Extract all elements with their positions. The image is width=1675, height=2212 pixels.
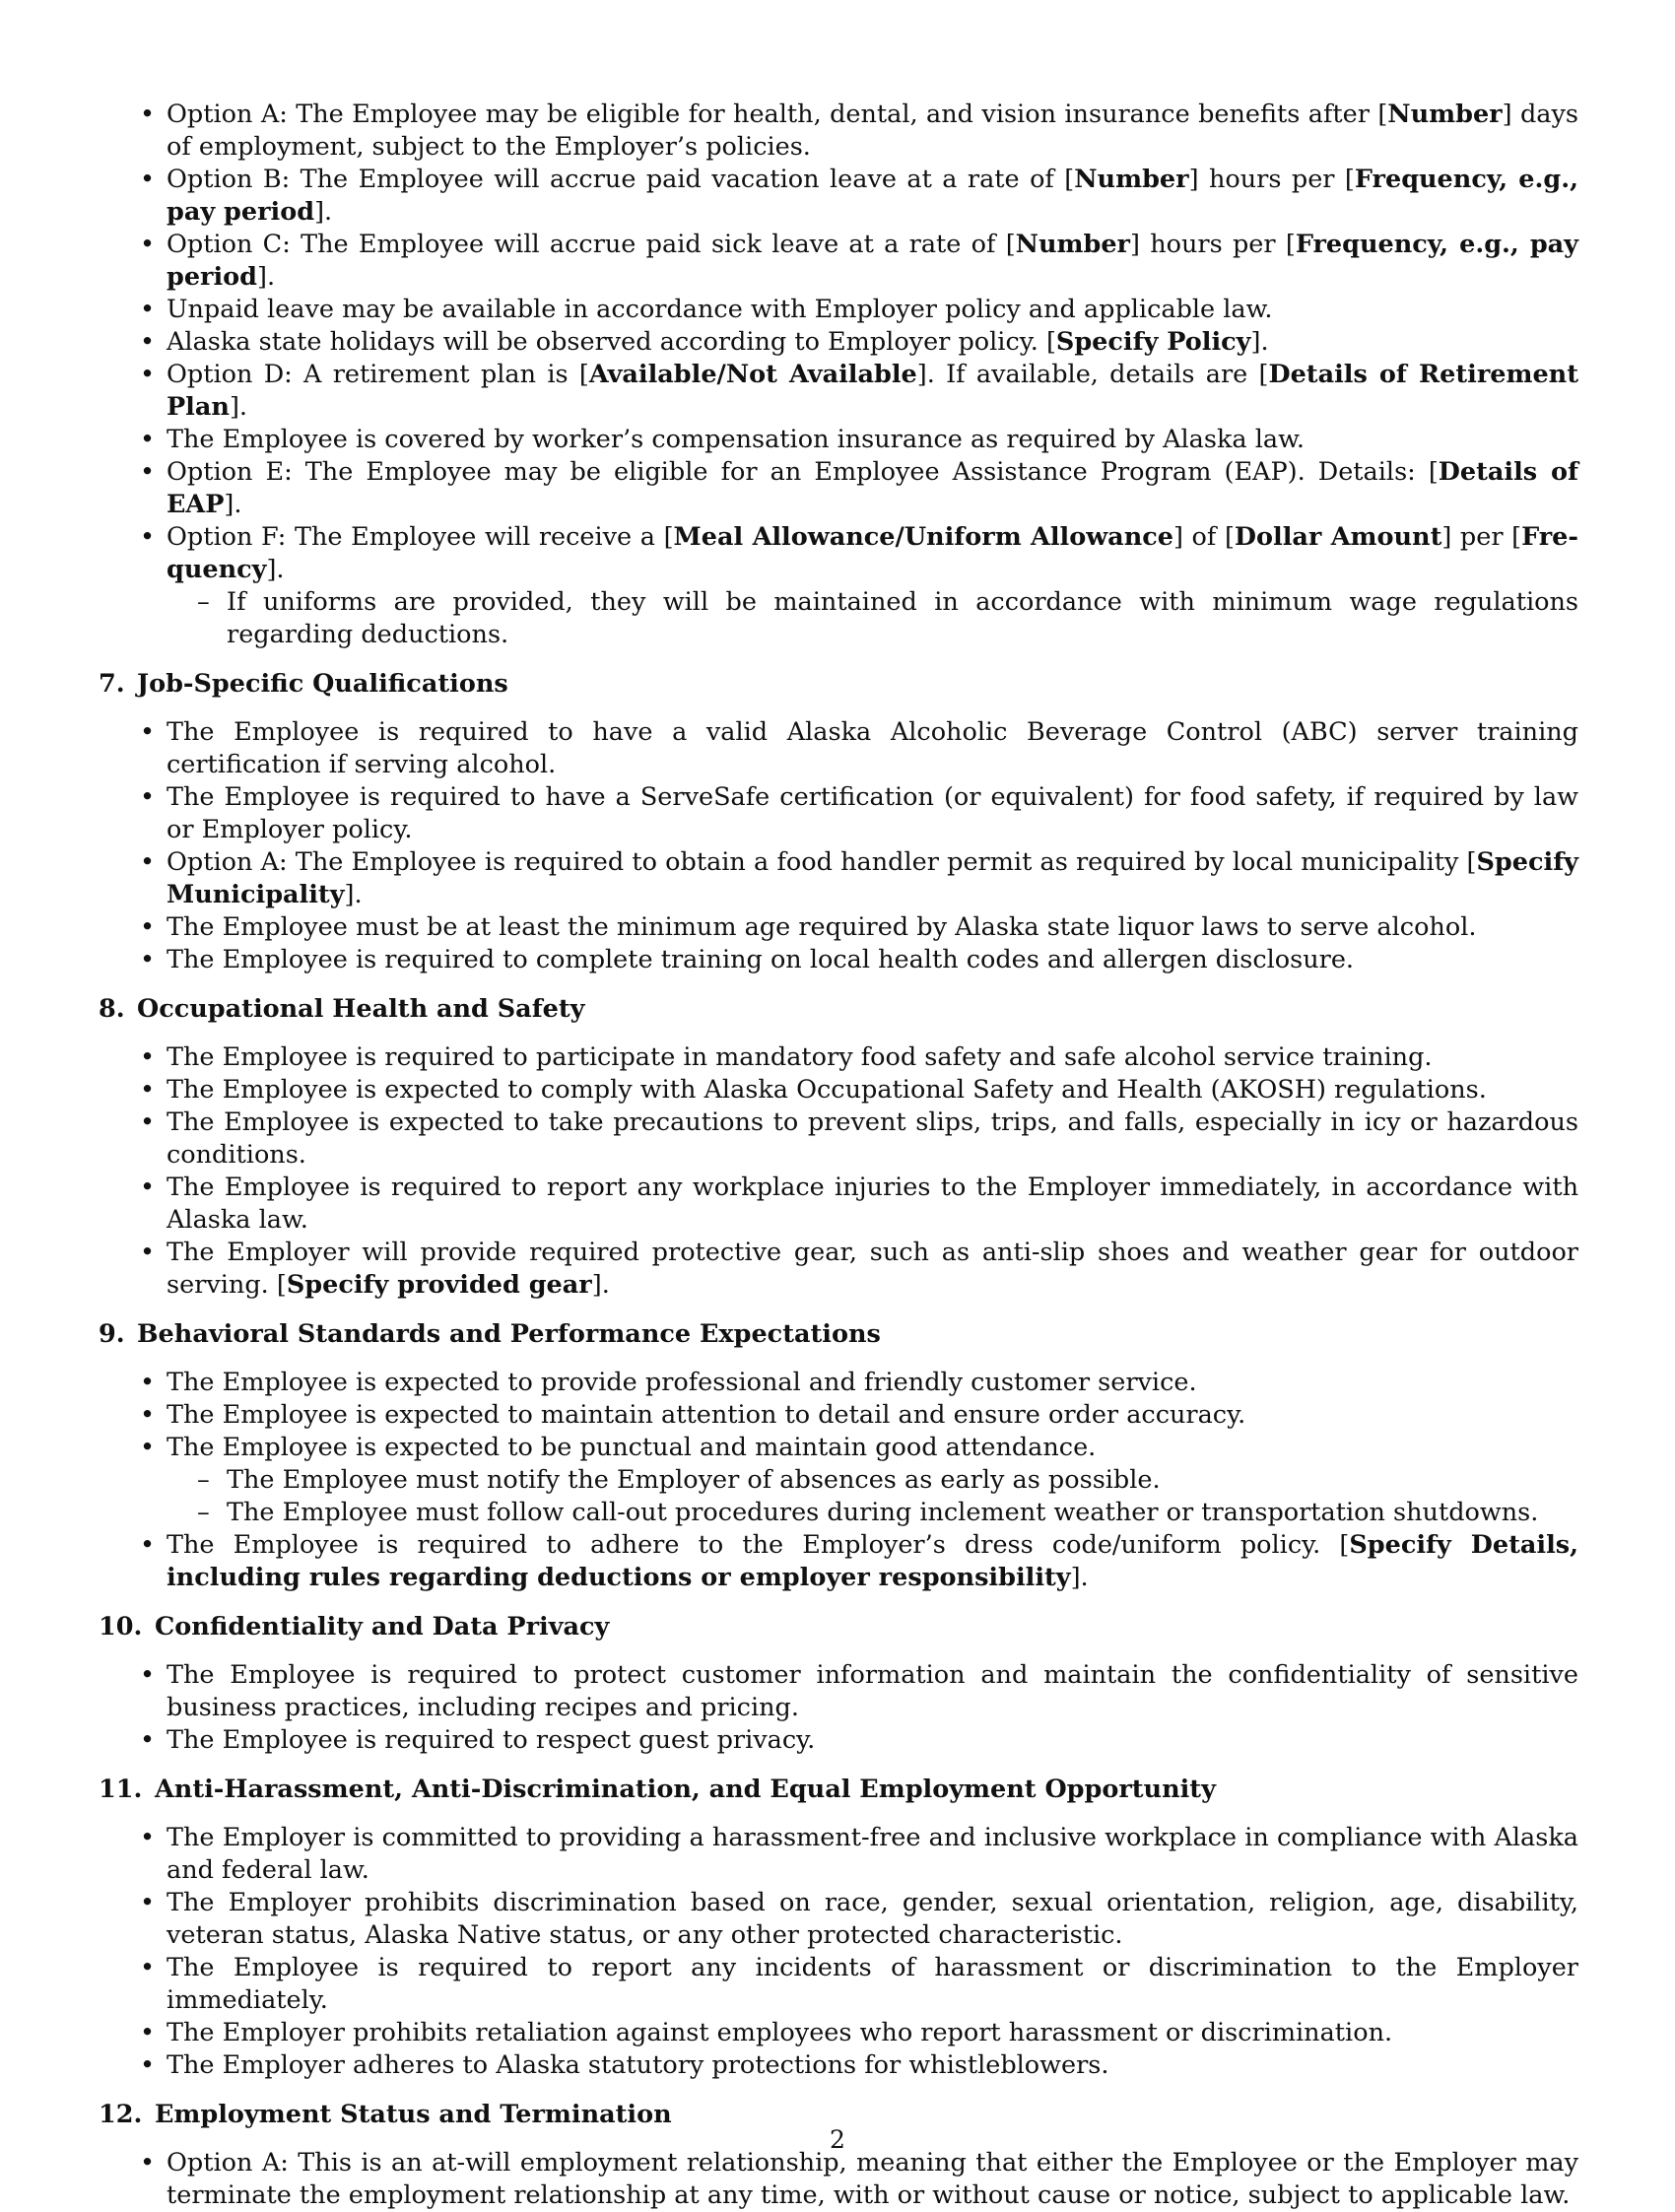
list-item: • The Employee is required to report any workplace injuries to the Employer immediately, in accordance with Alaska law. [99, 1172, 1578, 1237]
list-item: • The Employee is required to report any incidents of harassment or discrimination to the Employer immediately. [99, 1952, 1578, 2017]
list-item: • The Employer will provide required protective gear, such as anti-slip shoes and weather gear for outdoor serving. [Specify provided gear]. [99, 1237, 1578, 1302]
list-item: • Option A: This is an at-will employment relationship, meaning that either the Employee or the Employer may terminate the employment relationship at any time, with or without cause or notice, subject to applicable law. [99, 2147, 1578, 2212]
list-item: • The Employee is required to participate in mandatory food safety and safe alcohol service training. [99, 1041, 1578, 1074]
list-item: • The Employee is expected to take precautions to prevent slips, trips, and falls, especially in icy or hazardous conditions. [99, 1106, 1578, 1172]
list-item: • The Employee is expected to comply with Alaska Occupational Safety and Health (AKOSH) regulations. [99, 1074, 1578, 1106]
list-item: • Option B: The Employee will accrue paid vacation leave at a rate of [Number] hours per [Frequency, e.g., pay period]. [99, 164, 1578, 229]
list-item: • The Employer prohibits retaliation against employees who report harassment or discrimination. [99, 2017, 1578, 2049]
list-item: • Unpaid leave may be available in accordance with Employer policy and applicable law. [99, 294, 1578, 326]
list-item: • The Employee is expected to maintain attention to detail and ensure order accuracy. [99, 1399, 1578, 1432]
list-item: • Option A: The Employee is required to obtain a food handler permit as required by local municipality [Specify Municipality]. [99, 846, 1578, 911]
section-12-list [99, 2147, 1578, 2212]
section-number: 8. [99, 994, 125, 1024]
list-item: • The Employee is required to adhere to the Employer’s dress code/uniform policy. [Specify Details, including rules regarding deductions or employer responsibility]. [99, 1529, 1578, 1594]
list-item: • The Employee is covered by worker’s compensation insurance as required by Alaska law. [99, 424, 1578, 456]
section-number: 11. [99, 1775, 143, 1804]
section-number: 12. [99, 2100, 143, 2129]
document-page [99, 99, 1578, 2212]
sub-list-item: – The Employee must follow call-out procedures during inclement weather or transportation shutdowns. [99, 1497, 1578, 1529]
section-11-list [99, 1822, 1578, 2082]
list-item: • The Employee is expected to provide professional and friendly customer service. [99, 1367, 1578, 1399]
sub-list-item: – If uniforms are provided, they will be maintained in accordance with minimum wage regulations regarding deductions. [99, 586, 1578, 651]
list-item: • The Employee must be at least the minimum age required by Alaska state liquor laws to serve alcohol. [99, 911, 1578, 944]
section-8-list [99, 1041, 1578, 1302]
list-item: • The Employer adheres to Alaska statutory protections for whistleblowers. [99, 2049, 1578, 2082]
list-item: • Option C: The Employee will accrue paid sick leave at a rate of [Number] hours per [Frequency, e.g., pay period]. [99, 229, 1578, 294]
list-item: • The Employee is required to respect guest privacy. [99, 1724, 1578, 1757]
list-item: • The Employer prohibits discrimination based on race, gender, sexual orientation, religion, age, disability, veteran status, Alaska Native status, or any other protected characteristic. [99, 1887, 1578, 1952]
section-heading-9 [99, 1318, 1578, 1351]
section-10-list [99, 1659, 1578, 1757]
list-item: • Option D: A retirement plan is [Available/Not Available]. If available, details are [Details of Retirement Plan]. [99, 359, 1578, 424]
section-heading-8 [99, 993, 1578, 1026]
list-item: • The Employee is required to protect customer information and maintain the confidentiality of sensitive business practices, including recipes and pricing. [99, 1659, 1578, 1724]
page-number: 2 [830, 2125, 845, 2154]
list-item: • The Employee is required to have a valid Alaska Alcoholic Beverage Control (ABC) server training certification if serving alcohol. [99, 716, 1578, 781]
list-item: • The Employee is required to complete training on local health codes and allergen disclosure. [99, 944, 1578, 976]
sub-list-item: – The Employee must notify the Employer of absences as early as possible. [99, 1464, 1578, 1497]
benefits-list [99, 99, 1578, 651]
list-item: • Alaska state holidays will be observed according to Employer policy. [Specify Policy]. [99, 326, 1578, 359]
list-item: • Option F: The Employee will receive a [Meal Allowance/Uniform Allowance] of [Dollar Amount] per [Frequency]. [99, 521, 1578, 586]
list-item: • The Employee is expected to be punctual and maintain good attendance. [99, 1432, 1578, 1464]
list-item: • The Employee is required to have a ServeSafe certification (or equivalent) for food safety, if required by law or Employer policy. [99, 781, 1578, 846]
section-title: Employment Status and Termination [155, 2100, 672, 2129]
list-item: • Option A: The Employee may be eligible for health, dental, and vision insurance benefits after [Number] days of employment, subject to the Employer’s policies. [99, 99, 1578, 164]
list-item: • The Employer is committed to providing a harassment-free and inclusive workplace in compliance with Alaska and federal law. [99, 1822, 1578, 1887]
section-title: Confidentiality and Data Privacy [155, 1612, 610, 1642]
section-title: Occupational Health and Safety [137, 994, 585, 1024]
section-number: 10. [99, 1612, 143, 1642]
section-title: Behavioral Standards and Performance Expectations [137, 1319, 881, 1349]
section-heading-11 [99, 1774, 1578, 1806]
section-title: Job-Specific Qualifications [137, 669, 508, 699]
section-number: 9. [99, 1319, 125, 1349]
section-heading-10 [99, 1611, 1578, 1643]
section-7-list [99, 716, 1578, 976]
list-item: • Option E: The Employee may be eligible for an Employee Assistance Program (EAP). Details: [Details of EAP]. [99, 456, 1578, 521]
section-number: 7. [99, 669, 125, 699]
section-heading-7 [99, 668, 1578, 701]
section-9-list [99, 1367, 1578, 1594]
section-title: Anti-Harassment, Anti-Discrimination, and Equal Employment Opportunity [155, 1775, 1216, 1804]
